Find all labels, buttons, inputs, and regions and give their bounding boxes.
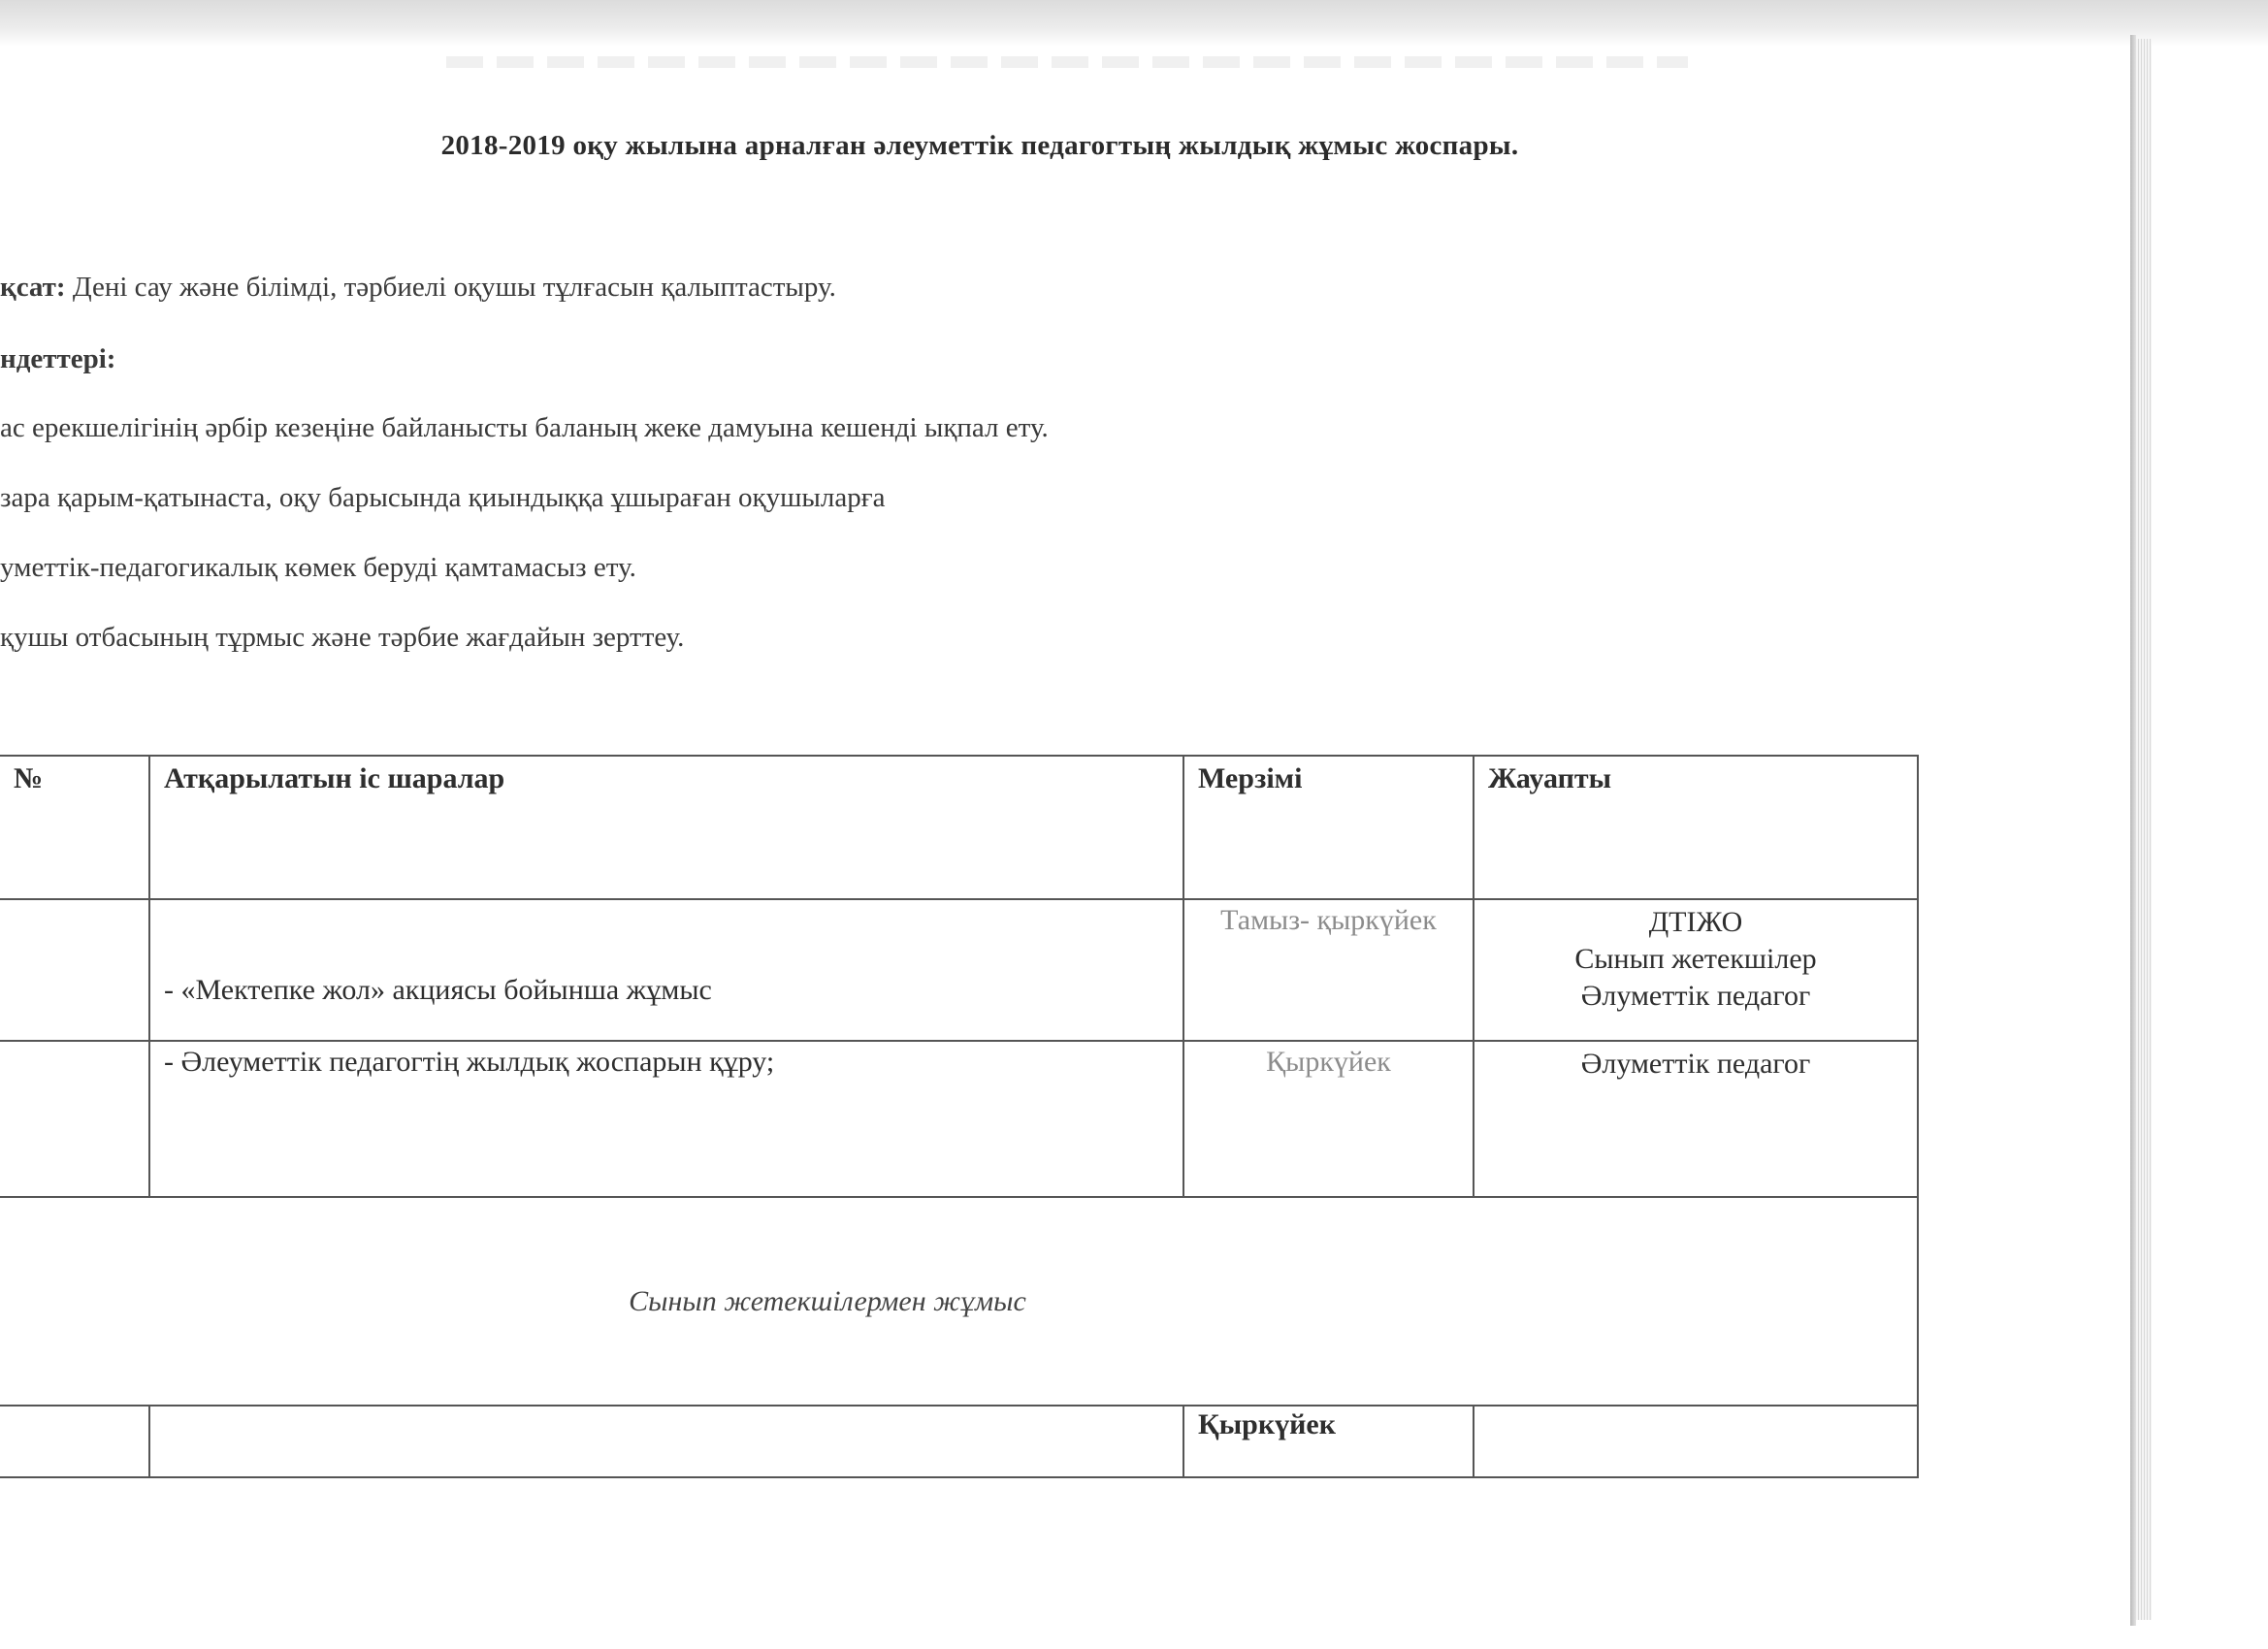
plan-table [0,755,1919,1478]
header-responsible-text: Жауапты [1488,762,1612,794]
header-responsible [1474,756,1918,899]
section-title-cell [0,1197,1918,1406]
row-deadline-cell [1183,1041,1474,1197]
table-header-row [0,756,1918,899]
header-deadline [1183,756,1474,899]
row-deadline-text: Қыркүйек [1198,1408,1337,1440]
table-row [0,899,1918,1041]
page-stack-edge [2136,39,2152,1620]
row-deadline-cell [1183,899,1474,1041]
scan-top-shadow [0,0,2268,47]
responsible-item: ДТІЖО [1648,906,1743,938]
row-activity-text: - «Мектепке жол» акциясы бойынша жұмыс [164,974,712,1006]
table-row [0,1041,1918,1197]
row-deadline-cell [1183,1406,1474,1477]
row-responsible-list [1474,900,1917,1015]
row-activity-cell [149,1041,1183,1197]
task-item: ас ерекшелігінің әрбір кезеңіне байланысты баланың жеке дамуына кешенді ықпал ету. [0,412,1049,443]
row-responsible-cell [1474,1041,1918,1197]
row-deadline-text: Қыркүйек [1266,1046,1391,1078]
row-activity-text: - Әлеуметтік педагогтің жылдық жоспарын құру; [164,1046,775,1078]
responsible-item: Әлуметтік педагог [1580,980,1811,1012]
row-num-cell [0,1406,149,1477]
document-title: 2018-2019 оқу жылына арналған әлеуметтік педагогтың жылдық жұмыс жоспары. [440,130,1519,161]
header-num [0,756,149,899]
row-deadline-text: Тамыз- қыркүйек [1220,904,1437,936]
section-row [0,1197,1918,1406]
row-responsible-list [1474,1042,1917,1083]
row-activity-cell [149,1406,1183,1477]
row-num-cell [0,899,149,1041]
goal-text: Дені сау және білімді, тәрбиелі оқушы тұлғасын қалыптастыру. [72,272,836,303]
responsible-item: Әлуметтік педагог [1580,1048,1811,1080]
task-item: қушы отбасының тұрмыс және тәрбие жағдайын зерттеу. [0,622,685,653]
task-item: зара қарым-қатынаста, оқу барысында қиындыққа ұшыраған оқушыларға [0,482,886,513]
header-deadline-text: Мерзімі [1198,762,1303,794]
header-activity [149,756,1183,899]
row-num-cell [0,1041,149,1197]
row-activity-cell [149,899,1183,1041]
header-activity-text: Атқарылатын іс шаралар [164,762,505,794]
tasks-label: ндеттері: [0,343,116,374]
header-num-text: № [14,762,44,794]
table-row [0,1406,1918,1477]
goal-label: қсат: [0,272,66,303]
row-responsible-cell [1474,899,1918,1041]
task-item: уметтік-педагогикалық көмек беруді қамтамасыз ету. [0,552,636,583]
responsible-item: Сынып жетекшілер [1574,943,1817,975]
bleed-through-text [446,56,1688,68]
row-responsible-cell [1474,1406,1918,1477]
section-title: Сынып жетекшілермен жұмыс [629,1284,1026,1317]
goal-line [0,272,836,304]
